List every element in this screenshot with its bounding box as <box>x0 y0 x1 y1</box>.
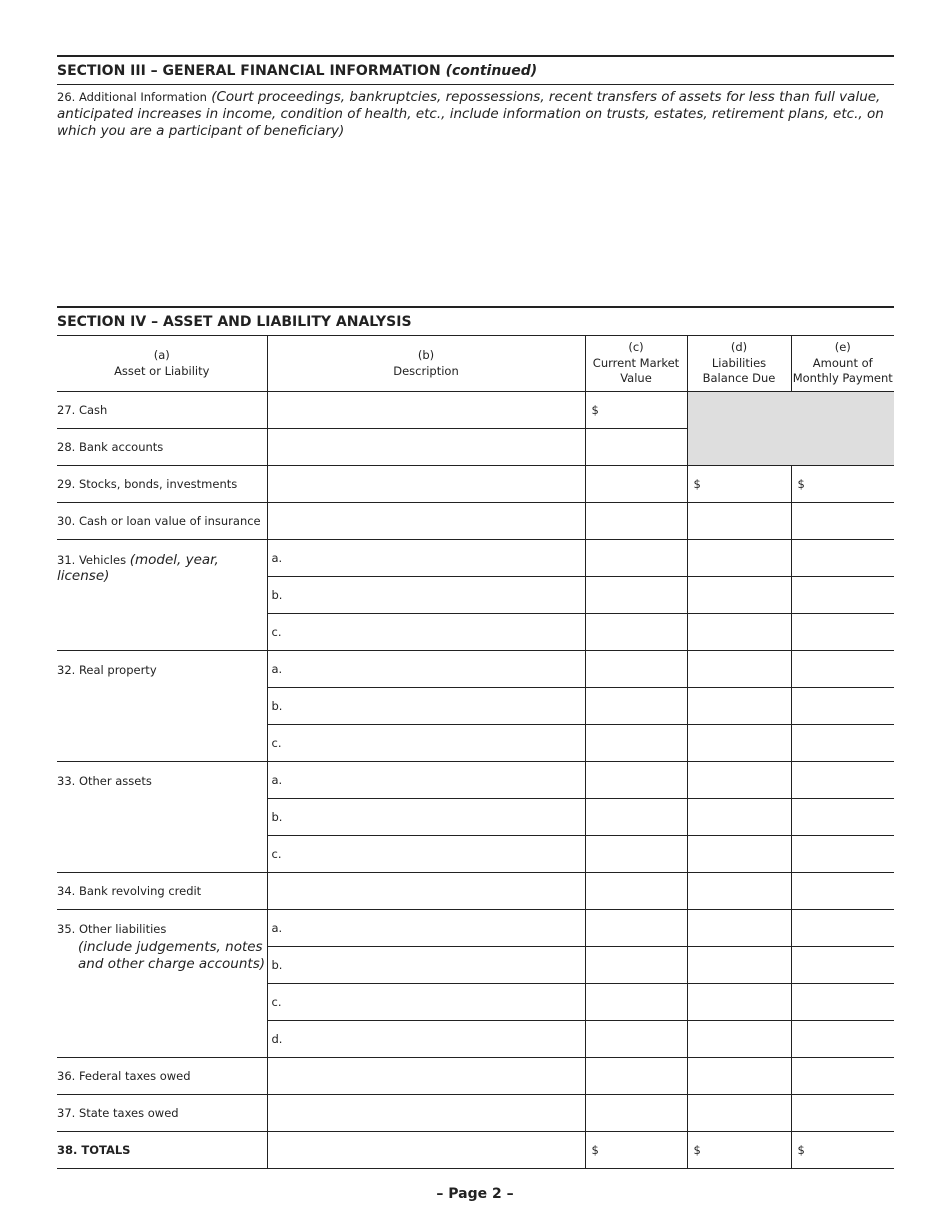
row-30-balance-due[interactable] <box>687 503 791 540</box>
row-32a-market-value[interactable] <box>585 651 687 688</box>
row-36-balance-due[interactable] <box>687 1058 791 1095</box>
row-35d-market-value[interactable] <box>585 1021 687 1058</box>
table-row <box>57 762 894 799</box>
row-33a-monthly-payment[interactable] <box>791 762 894 799</box>
table-row <box>57 873 894 910</box>
row-33a-balance-due[interactable] <box>687 762 791 799</box>
row-36-monthly-payment[interactable] <box>791 1058 894 1095</box>
col-b-header: (b) Description <box>267 336 585 392</box>
item-26-note: (Court proceedings, bankruptcies, repossessions, recent transfers of assets for less than full value, anticipated increases in income, condition of health, etc., include information on trusts, estates, retirement plans, etc., on which you are a participant of beneficiary) <box>57 89 884 139</box>
row-37-label: 37. State taxes owed <box>57 1095 267 1132</box>
row-33c-market-value[interactable] <box>585 836 687 873</box>
section-3-title: SECTION III – GENERAL FINANCIAL INFORMATION <box>57 63 441 79</box>
row-32b-monthly-payment[interactable] <box>791 688 894 725</box>
table-header-row <box>57 336 894 392</box>
row-33c-monthly-payment[interactable] <box>791 836 894 873</box>
row-36-description[interactable] <box>267 1058 585 1095</box>
row-33-label: 33. Other assets <box>57 762 267 873</box>
row-28-description[interactable] <box>267 429 585 466</box>
row-35a-description[interactable]: a. <box>267 910 585 947</box>
row-32b-market-value[interactable] <box>585 688 687 725</box>
section-3-heading <box>57 55 894 85</box>
row-32b-balance-due[interactable] <box>687 688 791 725</box>
row-35a-monthly-payment[interactable] <box>791 910 894 947</box>
row-35b-monthly-payment[interactable] <box>791 947 894 984</box>
row-31b-monthly-payment[interactable] <box>791 577 894 614</box>
row-32-label: 32. Real property <box>57 651 267 762</box>
table-row <box>57 1132 894 1169</box>
row-35c-balance-due[interactable] <box>687 984 791 1021</box>
row-33c-description[interactable]: c. <box>267 836 585 873</box>
row-32c-description[interactable]: c. <box>267 725 585 762</box>
row-35c-market-value[interactable] <box>585 984 687 1021</box>
row-27-market-value[interactable]: $ <box>585 392 687 429</box>
row-31c-monthly-payment[interactable] <box>791 614 894 651</box>
row-31b-balance-due[interactable] <box>687 577 791 614</box>
row-31b-description[interactable]: b. <box>267 577 585 614</box>
row-31c-balance-due[interactable] <box>687 614 791 651</box>
row-32a-description[interactable]: a. <box>267 651 585 688</box>
table-row <box>57 1058 894 1095</box>
row-34-label: 34. Bank revolving credit <box>57 873 267 910</box>
row-35b-balance-due[interactable] <box>687 947 791 984</box>
row-29-label: 29. Stocks, bonds, investments <box>57 466 267 503</box>
row-34-description[interactable] <box>267 873 585 910</box>
table-row <box>57 910 894 947</box>
row-37-monthly-payment[interactable] <box>791 1095 894 1132</box>
section-4-title: SECTION IV – ASSET AND LIABILITY ANALYSIS <box>57 314 412 330</box>
row-30-monthly-payment[interactable] <box>791 503 894 540</box>
row-35a-market-value[interactable] <box>585 910 687 947</box>
row-35-label: 35. Other liabilities (include judgements, notes and other charge accounts) <box>57 910 267 1058</box>
row-29-market-value[interactable] <box>585 466 687 503</box>
row-32a-balance-due[interactable] <box>687 651 791 688</box>
row-33c-balance-due[interactable] <box>687 836 791 873</box>
row-27-description[interactable] <box>267 392 585 429</box>
row-31b-market-value[interactable] <box>585 577 687 614</box>
row-31a-description[interactable]: a. <box>267 540 585 577</box>
table-row <box>57 503 894 540</box>
col-e-header: (e) Amount of Monthly Payment <box>791 336 894 392</box>
row-33b-market-value[interactable] <box>585 799 687 836</box>
row-33a-market-value[interactable] <box>585 762 687 799</box>
row-38-totals-label: 38. TOTALS <box>57 1132 267 1169</box>
col-d-header: (d) Liabilities Balance Due <box>687 336 791 392</box>
row-32a-monthly-payment[interactable] <box>791 651 894 688</box>
row-32c-balance-due[interactable] <box>687 725 791 762</box>
row-37-description[interactable] <box>267 1095 585 1132</box>
row-31a-balance-due[interactable] <box>687 540 791 577</box>
row-35b-description[interactable]: b. <box>267 947 585 984</box>
row-37-balance-due[interactable] <box>687 1095 791 1132</box>
row-32c-monthly-payment[interactable] <box>791 725 894 762</box>
row-32c-market-value[interactable] <box>585 725 687 762</box>
row-36-label: 36. Federal taxes owed <box>57 1058 267 1095</box>
row-29-description[interactable] <box>267 466 585 503</box>
col-c-header: (c) Current Market Value <box>585 336 687 392</box>
row-38-description[interactable] <box>267 1132 585 1169</box>
row-37-market-value[interactable] <box>585 1095 687 1132</box>
row-35d-description[interactable]: d. <box>267 1021 585 1058</box>
shaded-cell <box>687 392 894 466</box>
row-28-label: 28. Bank accounts <box>57 429 267 466</box>
table-row <box>57 392 894 429</box>
row-35d-balance-due[interactable] <box>687 1021 791 1058</box>
row-35d-monthly-payment[interactable] <box>791 1021 894 1058</box>
row-34-market-value[interactable] <box>585 873 687 910</box>
item-26-label: 26. Additional Information <box>57 90 207 104</box>
row-36-market-value[interactable] <box>585 1058 687 1095</box>
row-34-balance-due[interactable] <box>687 873 791 910</box>
row-35a-balance-due[interactable] <box>687 910 791 947</box>
row-29-balance-due[interactable]: $ <box>687 466 791 503</box>
row-29-monthly-payment[interactable]: $ <box>791 466 894 503</box>
table-row <box>57 651 894 688</box>
page-number: – Page 2 – <box>436 1186 514 1202</box>
row-33b-monthly-payment[interactable] <box>791 799 894 836</box>
row-33b-balance-due[interactable] <box>687 799 791 836</box>
table-row <box>57 540 894 577</box>
row-38-market-value-total[interactable]: $ <box>585 1132 687 1169</box>
row-34-monthly-payment[interactable] <box>791 873 894 910</box>
col-a-header: (a) Asset or Liability <box>57 336 267 392</box>
asset-liability-table <box>57 335 894 1169</box>
section-3-continued: (continued) <box>445 63 538 79</box>
row-30-description[interactable] <box>267 503 585 540</box>
row-31-label: 31. Vehicles (model, year, license) <box>57 540 267 651</box>
row-38-balance-due-total[interactable]: $ <box>687 1132 791 1169</box>
table-row <box>57 466 894 503</box>
row-27-label: 27. Cash <box>57 392 267 429</box>
row-35c-description[interactable]: c. <box>267 984 585 1021</box>
section-4-heading <box>57 306 894 336</box>
row-33b-description[interactable]: b. <box>267 799 585 836</box>
row-38-monthly-payment-total[interactable]: $ <box>791 1132 894 1169</box>
row-30-label: 30. Cash or loan value of insurance <box>57 503 267 540</box>
row-31c-market-value[interactable] <box>585 614 687 651</box>
row-32b-description[interactable]: b. <box>267 688 585 725</box>
row-31a-market-value[interactable] <box>585 540 687 577</box>
row-30-market-value[interactable] <box>585 503 687 540</box>
row-35c-monthly-payment[interactable] <box>791 984 894 1021</box>
item-26-additional-information[interactable] <box>57 89 897 140</box>
row-35b-market-value[interactable] <box>585 947 687 984</box>
row-31a-monthly-payment[interactable] <box>791 540 894 577</box>
table-row <box>57 1095 894 1132</box>
row-33a-description[interactable]: a. <box>267 762 585 799</box>
row-28-market-value[interactable] <box>585 429 687 466</box>
row-31c-description[interactable]: c. <box>267 614 585 651</box>
